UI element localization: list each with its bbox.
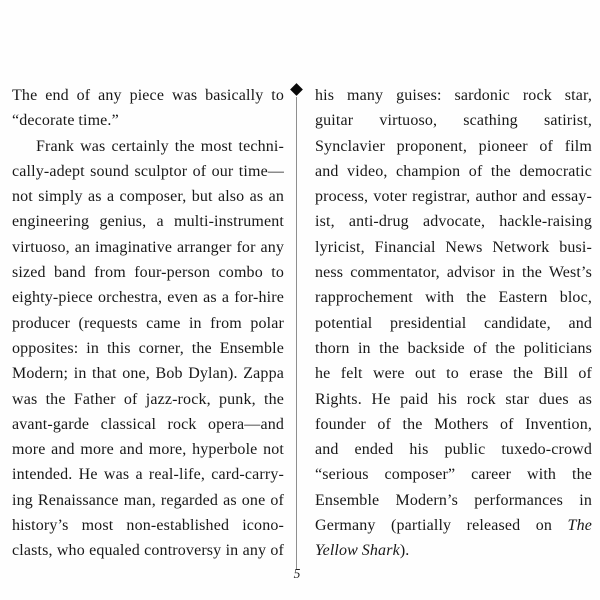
text-line: virtuoso, an imaginative arranger for any (12, 238, 284, 256)
text-line: avant-garde classical rock opera—and (12, 415, 284, 433)
text-line: lyricist, Financial News Network busi- (315, 238, 592, 256)
text-line: Germany (partially released on The (315, 517, 592, 535)
text-line: and video, champion of the democratic (315, 162, 592, 180)
text-line: clasts, who equaled controversy in any of (12, 542, 284, 560)
text-line: Ensemble Modern’s performances in (315, 491, 592, 509)
text-line: Modern; in that one, Bob Dylan). Zappa (12, 365, 284, 383)
text-line: ing Renaissance man, regarded as one of (12, 491, 284, 509)
text-line: more and more and more, hyperbole not (12, 441, 284, 459)
text-line: opposites: in this corner, the Ensemble (12, 339, 284, 357)
text-line: Yellow Shark). (315, 542, 410, 560)
left-column (12, 83, 284, 564)
text-line: potential presidential candidate, and (315, 314, 592, 332)
text-line: not simply as a composer, but also as an (12, 188, 284, 206)
text-line: his many guises: sardonic rock star, (315, 87, 592, 104)
text-line: guitar virtuoso, scathing satirist, (315, 112, 592, 130)
text-line: process, voter registrar, author and essay- (315, 188, 592, 206)
text-line: founder of the Mothers of Invention, (315, 415, 592, 433)
text-line: eighty-piece orchestra, even as a for-hire (12, 289, 284, 307)
text-line: Rights. He paid his rock star dues as (315, 390, 592, 408)
text-line: was the Father of jazz-rock, punk, the (12, 390, 284, 408)
text-line: cally-adept sound sculptor of our time— (12, 162, 284, 180)
page-number: 5 (293, 566, 301, 581)
text-line: “serious composer” career with the (315, 466, 592, 484)
text-line: producer (requests came in from polar (12, 314, 284, 332)
diamond-icon (290, 83, 303, 96)
text-line: and ended his public tuxedo-crowd (315, 441, 592, 459)
text-line: “decorate time.” (12, 112, 119, 130)
column-divider-rule (296, 97, 297, 569)
text-line: engineering genius, a multi-instrument (12, 213, 284, 231)
text-line: intended. He was a real-life, card-carry- (12, 466, 284, 484)
text-line: Frank was certainly the most techni- (36, 137, 284, 155)
text-line: ist, anti-drug advocate, hackle-raising (315, 213, 592, 231)
text-line: he felt were out to erase the Bill of (315, 365, 592, 383)
right-column (315, 83, 592, 564)
text-line: history’s most non-established icono- (12, 517, 284, 535)
text-line: The end of any piece was basically to (12, 87, 284, 104)
text-line: Synclavier proponent, pioneer of film (315, 137, 592, 155)
text-line: ness commentator, advisor in the West’s (315, 264, 592, 282)
text-line: thorn in the backside of the politicians (315, 339, 592, 357)
text-line: sized band from four-person combo to (12, 264, 284, 282)
text-line: rapprochement with the Eastern bloc, (315, 289, 592, 307)
